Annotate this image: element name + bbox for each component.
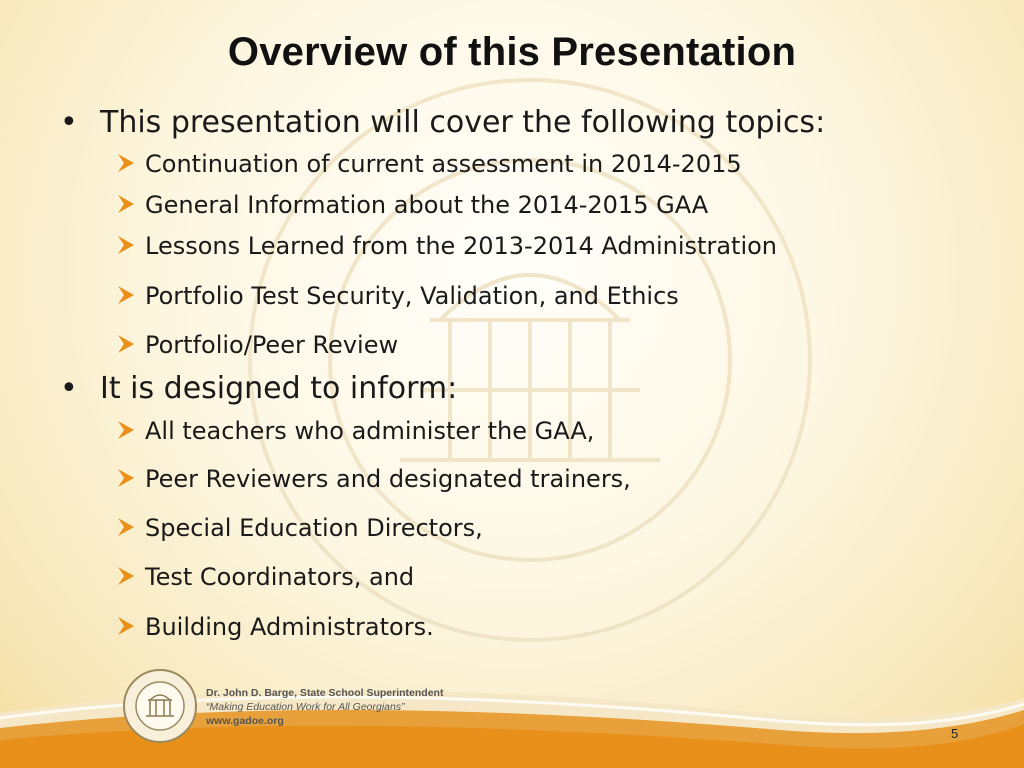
footer-text — [206, 686, 443, 728]
sub-bullet-text: Building Administrators. — [145, 613, 434, 641]
sub-bullet-item — [115, 419, 594, 445]
arrow-bullet-icon — [115, 467, 145, 493]
sub-bullet-text: Lessons Learned from the 2013-2014 Administration — [145, 232, 778, 260]
sub-bullet-text: Test Coordinators, and — [145, 563, 415, 591]
bullet-text: This presentation will cover the following topics: — [100, 105, 826, 140]
sub-bullet-text: All teachers who administer the GAA, — [145, 417, 595, 445]
arrow-bullet-icon — [115, 284, 145, 310]
sub-bullet-item — [115, 467, 631, 493]
sub-bullet-item — [115, 516, 483, 542]
arrow-bullet-icon — [115, 615, 145, 641]
arrow-bullet-icon — [115, 419, 145, 445]
arrow-bullet-icon — [115, 234, 145, 260]
sub-bullet-item — [115, 193, 708, 219]
sub-bullet-item — [115, 565, 414, 591]
bullet-dot: • — [60, 371, 78, 406]
sub-bullet-item — [115, 333, 398, 359]
arrow-bullet-icon — [115, 565, 145, 591]
bullet-item — [60, 105, 826, 140]
slide-title: Overview of this Presentation — [227, 30, 797, 74]
sub-bullet-item — [115, 234, 777, 260]
arrow-bullet-icon — [115, 516, 145, 542]
arrow-bullet-icon — [115, 193, 145, 219]
superintendent-line: Dr. John D. Barge, State School Superintendent — [206, 687, 444, 699]
motto-line: “Making Education Work for All Georgians” — [206, 701, 405, 713]
sub-bullet-item — [115, 152, 742, 178]
sub-bullet-text: Peer Reviewers and designated trainers, — [145, 465, 631, 493]
sub-bullet-text: Special Education Directors, — [145, 514, 483, 542]
bullet-dot: • — [60, 105, 78, 140]
department-seal-logo-icon — [122, 668, 198, 744]
sub-bullet-text: General Information about the 2014-2015 GAA — [145, 191, 709, 219]
bullet-text: It is designed to inform: — [100, 371, 458, 406]
sub-bullet-item — [115, 284, 679, 310]
bullet-item — [60, 371, 458, 406]
arrow-bullet-icon — [115, 152, 145, 178]
sub-bullet-text: Portfolio Test Security, Validation, and Ethics — [145, 282, 679, 310]
website-link[interactable]: www.gadoe.org — [206, 715, 284, 727]
sub-bullet-text: Portfolio/Peer Review — [145, 331, 399, 359]
sub-bullet-item — [115, 615, 434, 641]
arrow-bullet-icon — [115, 333, 145, 359]
sub-bullet-text: Continuation of current assessment in 2014-2015 — [145, 150, 742, 178]
page-number: 5 — [951, 726, 959, 741]
